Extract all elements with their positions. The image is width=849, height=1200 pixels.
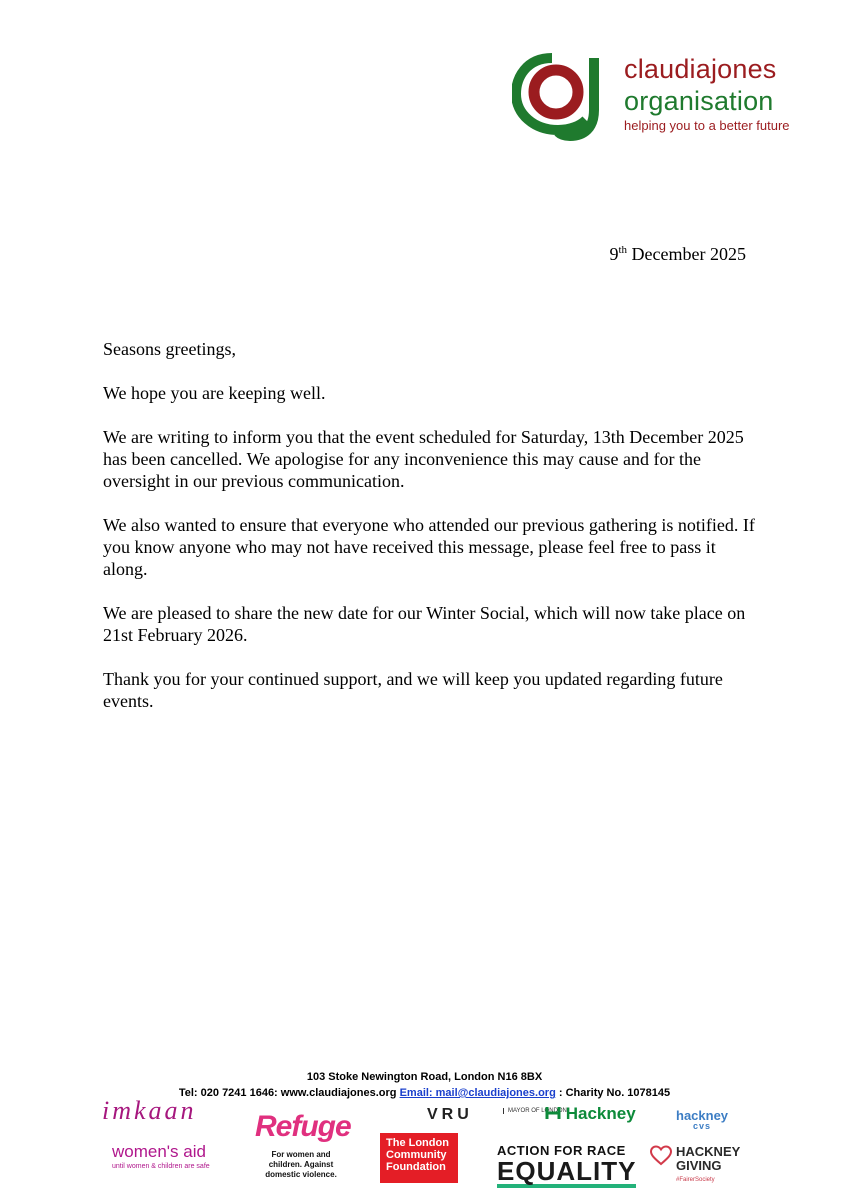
letter-paragraph: We also wanted to ensure that everyone who attended our previous gathering is notified. If you know anyone who may not have received this message, please feel free to pass it along. — [103, 515, 755, 579]
date-rest: December 2025 — [627, 244, 746, 264]
action-for-race-equality-logo — [497, 1143, 636, 1188]
organisation-logo — [512, 50, 812, 142]
afre-bottom: EQUALITY — [497, 1156, 637, 1186]
letter-paragraph: Thank you for your continued support, and we will keep you updated regarding future events. — [103, 669, 723, 711]
letter-paragraph: We are pleased to share the new date for our Winter Social, which will now take place on 21st February 2026. — [103, 603, 746, 645]
letter-paragraph: We are writing to inform you that the event scheduled for Saturday, 13th December 2025 has been cancelled. We apologise for any inconvenience this may cause and for the oversight in our previous communication. — [103, 427, 744, 491]
heart-icon — [650, 1145, 672, 1167]
london-community-foundation-logo: The London Community Foundation — [380, 1133, 458, 1183]
hackney-cvs-logo — [676, 1110, 728, 1132]
logo-name-line2: organisation — [624, 86, 774, 116]
letter-body — [103, 338, 763, 734]
hackney-giving-logo — [650, 1144, 741, 1183]
hackney-giving-name: HACKNEY GIVING — [676, 1144, 741, 1173]
letter-paragraph: We hope you are keeping well. — [103, 383, 326, 403]
vru-logo: VRU — [427, 1106, 473, 1123]
logo-tagline: helping you to a better future — [624, 118, 790, 133]
refuge-tagline: For women and children. Against domestic violence. — [265, 1150, 337, 1179]
afre-top: ACTION FOR RACE — [497, 1143, 626, 1158]
date-suffix: th — [618, 244, 628, 256]
mayor-of-london-label: MAYOR OF LONDON — [503, 1108, 567, 1114]
hackney-h-icon — [545, 1106, 561, 1120]
date-day: 9 — [609, 244, 619, 264]
refuge-logo — [255, 1110, 351, 1180]
letter-date — [609, 244, 746, 265]
womens-aid-name: women's aid — [112, 1142, 206, 1161]
womens-aid-tagline: until women & children are safe — [112, 1163, 210, 1170]
footer-address: 103 Stoke Newington Road, London N16 8BX — [306, 1071, 543, 1083]
footer-email-link[interactable]: Email: mail@claudiajones.org — [399, 1087, 556, 1099]
logo-name-line1: claudiajones — [624, 54, 777, 84]
hackney-cvs-name: hackney — [676, 1108, 729, 1123]
hackney-name: Hackney — [565, 1104, 636, 1123]
hackney-logo — [545, 1104, 636, 1124]
hackney-giving-tag: #FairerSociety — [676, 1177, 715, 1183]
footer-tel: Tel: 020 7241 1646: www.claudiajones.org — [178, 1087, 400, 1099]
womens-aid-logo — [112, 1142, 210, 1170]
footer-charity: : Charity No. 1078145 — [555, 1087, 671, 1099]
letter-greeting: Seasons greetings, — [103, 339, 236, 359]
imkaan-logo: imkaan — [102, 1096, 197, 1125]
refuge-name: Refuge — [255, 1110, 351, 1143]
cj-logo-mark-icon — [512, 50, 622, 142]
hackney-cvs-sub: cvs — [693, 1121, 712, 1131]
